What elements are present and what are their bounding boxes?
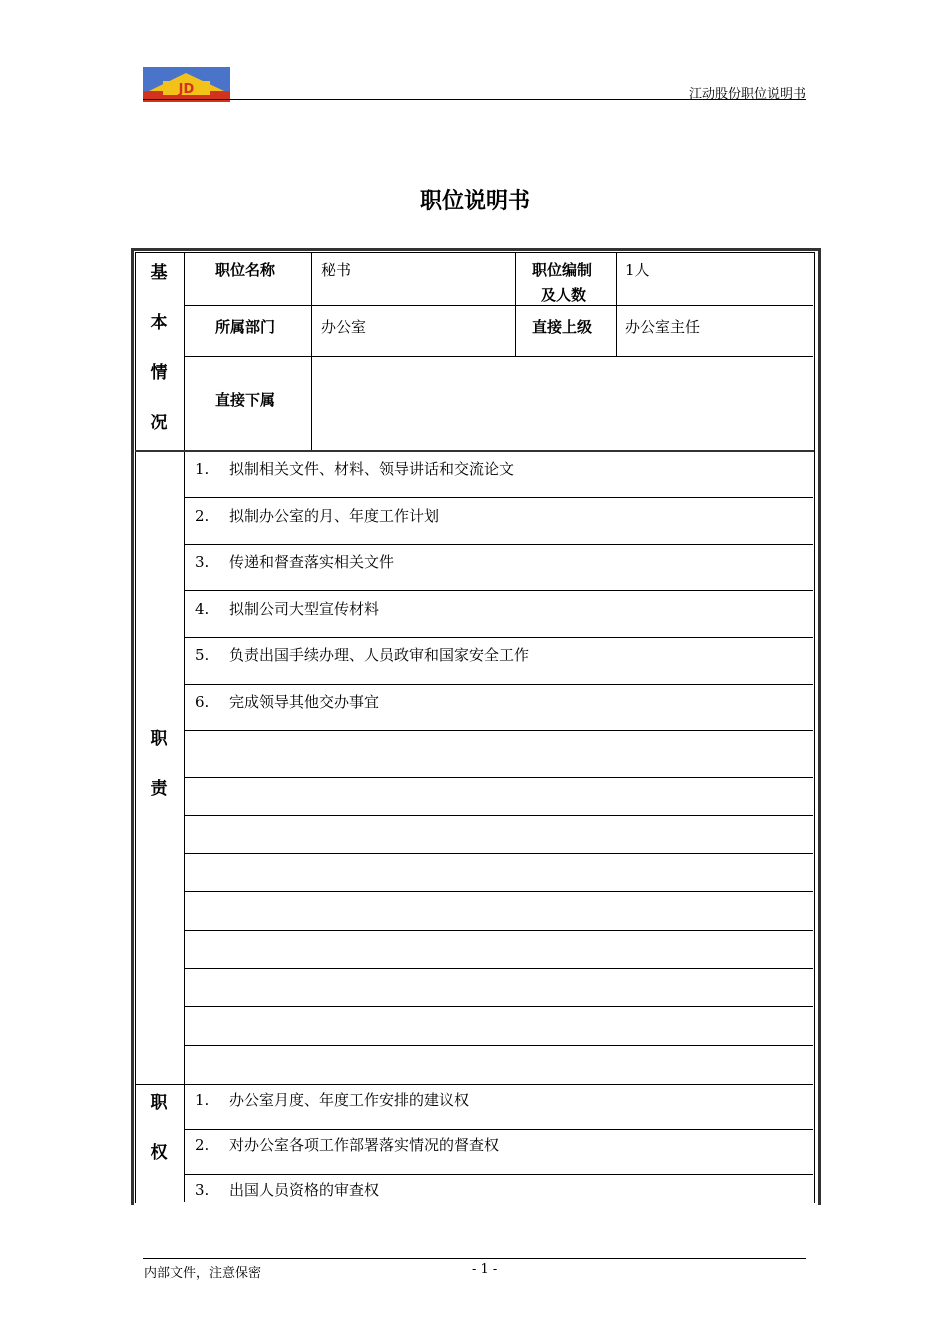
duty-row-line: [184, 968, 813, 969]
grid-line: [616, 252, 617, 356]
footer-page-number: - 1 -: [472, 1262, 498, 1277]
basic-section-label-4: 况: [150, 413, 168, 433]
grid-line: [184, 452, 185, 1202]
header-doc-title: 江动股份职位说明书: [688, 87, 806, 102]
duty-row-line: [184, 497, 813, 498]
duty-row-line: [184, 684, 813, 685]
grid-line: [515, 252, 516, 356]
company-logo: [143, 67, 230, 102]
headcount-label-line2: 及人数: [541, 286, 587, 304]
duty-item-2: 2. 拟制办公室的月、年度工作计划: [195, 507, 440, 525]
position-name-value: 秘书: [321, 261, 352, 279]
svg-text:JD: JD: [178, 82, 195, 97]
duty-row-line: [184, 777, 813, 778]
basic-section-label-2: 本: [150, 313, 168, 333]
duty-row-line: [184, 730, 813, 731]
headcount-value: 1人: [625, 261, 650, 279]
authority-row-line: [184, 1129, 813, 1130]
headcount-label-line1: 职位编制: [532, 261, 593, 279]
duties-section-label-1: 职: [150, 729, 168, 749]
footer-rule: [143, 1258, 806, 1259]
subordinate-label: 直接下属: [215, 391, 276, 409]
department-label: 所属部门: [215, 318, 276, 336]
authority-row-line: [184, 1174, 813, 1175]
duty-item-5: 5. 负责出国手续办理、人员政审和国家安全工作: [195, 646, 530, 664]
position-name-label: 职位名称: [215, 261, 276, 279]
section-divider: [135, 450, 814, 452]
duty-row-line: [184, 544, 813, 545]
duty-row-line: [184, 1006, 813, 1007]
grid-line: [311, 252, 312, 450]
page-title: 职位说明书: [419, 189, 530, 214]
duty-item-3: 3. 传递和督查落实相关文件: [195, 553, 395, 571]
section-divider: [135, 1084, 813, 1085]
department-value: 办公室: [321, 318, 367, 336]
superior-value: 办公室主任: [625, 318, 701, 336]
authority-item-2: 2. 对办公室各项工作部署落实情况的督查权: [195, 1136, 500, 1154]
authority-section-label-2: 权: [150, 1143, 168, 1163]
duty-item-6: 6. 完成领导其他交办事宜: [195, 693, 380, 711]
footer-confidential: 内部文件，注意保密: [144, 1266, 262, 1281]
duty-row-line: [184, 815, 813, 816]
duties-section-label-2: 责: [150, 779, 168, 799]
authority-item-1: 1. 办公室月度、年度工作安排的建议权: [195, 1091, 470, 1109]
basic-section-label-3: 情: [150, 363, 168, 383]
authority-item-3: 3. 出国人员资格的审查权: [195, 1181, 380, 1199]
duty-row-line: [184, 853, 813, 854]
basic-section-label-1: 基: [150, 263, 168, 283]
superior-label: 直接上级: [532, 318, 593, 336]
grid-line: [184, 305, 813, 306]
grid-line: [184, 356, 813, 357]
duty-item-1: 1. 拟制相关文件、材料、领导讲话和交流论文: [195, 460, 515, 478]
duty-row-line: [184, 930, 813, 931]
duty-row-line: [184, 1045, 813, 1046]
duty-item-4: 4. 拟制公司大型宣传材料: [195, 600, 380, 618]
duty-row-line: [184, 891, 813, 892]
duty-row-line: [184, 590, 813, 591]
authority-section-label-1: 职: [150, 1093, 168, 1113]
duty-row-line: [184, 637, 813, 638]
grid-line: [184, 252, 185, 450]
